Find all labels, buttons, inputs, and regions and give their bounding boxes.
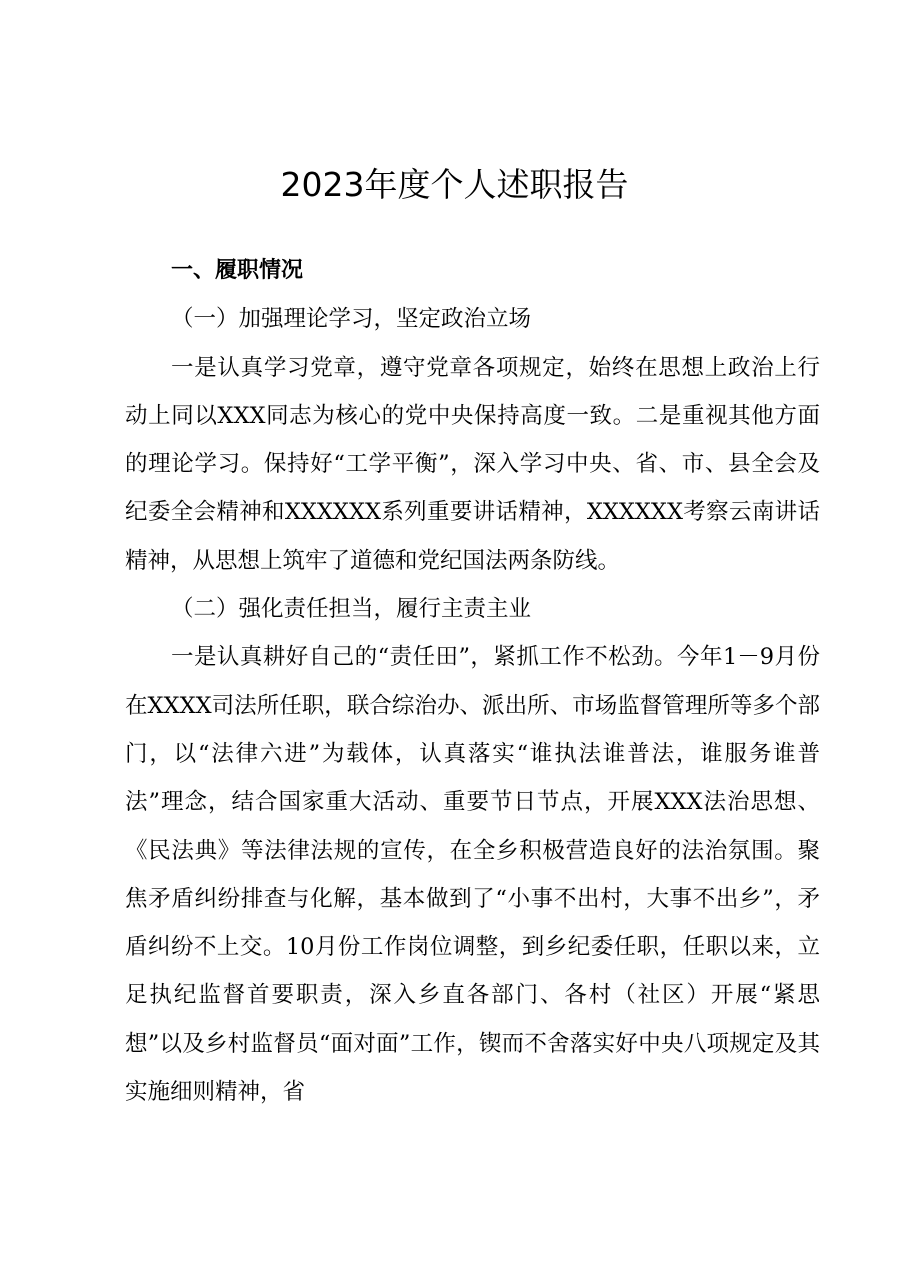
paragraph-responsibility: 一是认真耕好自己的“责任田”，紧抓工作不松劲。今年1－9月份在XXXX司法所任职，联合综治办、派出所、市场监督管理所等多个部门，以“法律六进”为载体，认真落实“谁执法谁普法，谁服务谁普法”理念，结合国家重大活动、重要节日节点，开展XXX法治思想、《民法典》等法律法规的宣传，在全乡积极营造良好的法治氛围。聚焦矛盾纠纷排查与化解，基本做到了“小事不出村，大事不出乡”，矛盾纠纷不上交。10月份工作岗位调整，到乡纪委任职，任职以来，立足执纪监督首要职责，深入乡直各部门、各村（社区）开展“紧思想”以及乡村监督员“面对面”工作，锲而不舍落实好中央八项规定及其实施细则精神，省	[125, 644, 820, 1106]
paragraph-theory-study: 一是认真学习党章，遵守党章各项规定，始终在思想上政治上行动上同以XXX同志为核心的党中央保持高度一致。二是重视其他方面的理论学习。保持好“工学平衡”，深入学习中央、省、市、县全会及纪委全会精神和XXXXXX系列重要讲话精神，XXXXXX考察云南讲话精神，从思想上筑牢了道德和党纪国法两条防线。	[125, 354, 820, 574]
section-heading-performance: 一、履职情况	[171, 258, 304, 283]
document-body	[125, 247, 820, 1116]
subsection-heading-theory-study: （一）加强理论学习，坚定政治立场	[171, 306, 532, 333]
subsection-heading-responsibility: （二）强化责任担当，履行主责主业	[171, 596, 532, 623]
document-title: 2023年度个人述职报告	[280, 165, 629, 204]
